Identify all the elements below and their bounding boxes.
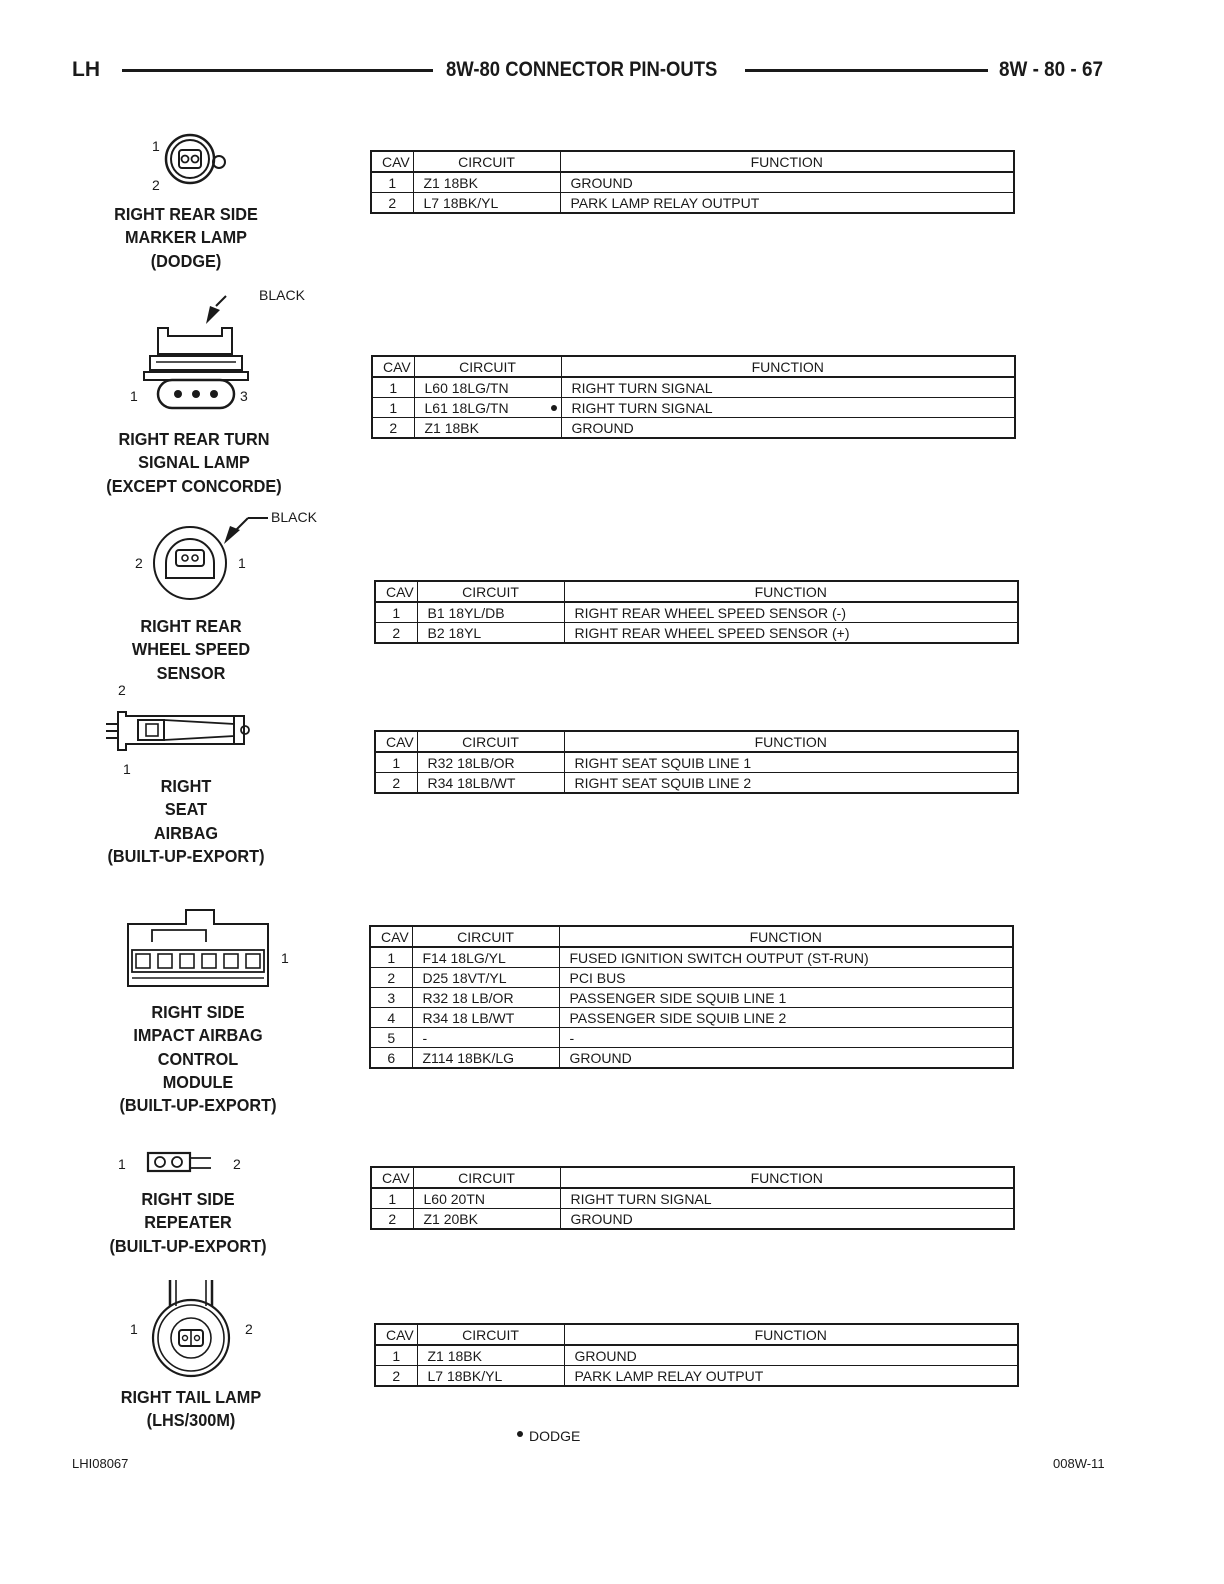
table-row	[371, 1188, 1014, 1209]
header-circuit: CIRCUIT	[417, 1324, 564, 1345]
dodge-legend	[517, 1428, 580, 1444]
connector-4-drawing	[104, 704, 254, 758]
header-cav: CAV	[375, 581, 417, 602]
table-header-row	[371, 1167, 1014, 1188]
function-cell: FUSED IGNITION SWITCH OUTPUT (ST-RUN)	[559, 947, 1013, 968]
circuit-cell: F14 18LG/YL	[412, 947, 559, 968]
circuit-cell: Z1 20BK	[413, 1209, 560, 1230]
table-row	[371, 1209, 1014, 1230]
connector-3-drawing	[148, 508, 273, 608]
table-row	[370, 1008, 1013, 1028]
connector-6-name: RIGHT SIDE REPEATER (BUILT-UP-EXPORT)	[109, 1189, 267, 1256]
header-function: FUNCTION	[559, 926, 1013, 947]
circuit-cell: L60 18LG/TN	[414, 377, 561, 398]
cav-cell: 2	[370, 968, 412, 988]
cav-cell: 1	[375, 752, 417, 773]
table-row	[372, 398, 1015, 418]
header-circuit: CIRCUIT	[412, 926, 559, 947]
table-header-row	[375, 581, 1018, 602]
circuit-cell: Z1 18BK	[414, 418, 561, 439]
table-row	[375, 602, 1018, 623]
connector-6-pin-table	[370, 1166, 1015, 1230]
header-cav: CAV	[370, 926, 412, 947]
cav-cell: 6	[370, 1048, 412, 1069]
circuit-cell: R32 18LB/OR	[417, 752, 564, 773]
connector-1-name: RIGHT REAR SIDE MARKER LAMP (DODGE)	[114, 204, 258, 271]
dodge-marker-icon	[551, 405, 557, 411]
circuit-text: L61 18LG/TN	[424, 399, 509, 416]
header-circuit: CIRCUIT	[413, 151, 560, 172]
function-cell: GROUND	[560, 172, 1014, 193]
header-function: FUNCTION	[560, 151, 1014, 172]
function-cell: GROUND	[564, 1345, 1018, 1366]
dodge-marker-icon	[517, 1431, 523, 1437]
connector-6-pin-label-a: 1	[118, 1156, 126, 1172]
table-row	[372, 377, 1015, 398]
connector-5-drawing	[124, 906, 274, 990]
table-header-row	[375, 731, 1018, 752]
connector-2-pin-label-b: 3	[240, 388, 248, 404]
header-circuit: CIRCUIT	[417, 581, 564, 602]
header-circuit: CIRCUIT	[413, 1167, 560, 1188]
circuit-cell: R32 18 LB/OR	[412, 988, 559, 1008]
function-cell: RIGHT REAR WHEEL SPEED SENSOR (+)	[564, 623, 1018, 644]
table-row	[370, 968, 1013, 988]
table-header-row	[370, 926, 1013, 947]
table-header-row	[372, 356, 1015, 377]
circuit-cell: D25 18VT/YL	[412, 968, 559, 988]
connector-2-pin-label-a: 1	[130, 388, 138, 404]
cav-cell: 3	[370, 988, 412, 1008]
footer-right: 008W-11	[1053, 1456, 1105, 1471]
cav-cell: 1	[371, 172, 413, 193]
connector-2-color-callout: BLACK	[259, 287, 305, 303]
cav-cell: 5	[370, 1028, 412, 1048]
connector-6-pin-label-b: 2	[233, 1156, 241, 1172]
table-header-row	[375, 1324, 1018, 1345]
function-cell: RIGHT REAR WHEEL SPEED SENSOR (-)	[564, 602, 1018, 623]
header-cav: CAV	[375, 1324, 417, 1345]
function-cell: GROUND	[561, 418, 1015, 439]
circuit-cell: R34 18LB/WT	[417, 773, 564, 794]
circuit-cell: L60 20TN	[413, 1188, 560, 1209]
connector-3-pin-label-b: 1	[238, 555, 246, 571]
table-row	[370, 988, 1013, 1008]
connector-5-name: RIGHT SIDE IMPACT AIRBAG CONTROL MODULE (BUILT-UP-EXPORT)	[119, 1002, 277, 1116]
cav-cell: 1	[370, 947, 412, 968]
connector-7-drawing	[146, 1276, 236, 1384]
table-header-row	[371, 151, 1014, 172]
header-function: FUNCTION	[561, 356, 1015, 377]
circuit-cell: R34 18 LB/WT	[412, 1008, 559, 1028]
cav-cell: 2	[371, 193, 413, 214]
function-cell: GROUND	[560, 1209, 1014, 1230]
cav-cell: 1	[371, 1188, 413, 1209]
header-function: FUNCTION	[560, 1167, 1014, 1188]
connector-4-pin-table	[374, 730, 1019, 794]
header-cav: CAV	[375, 731, 417, 752]
circuit-cell: Z1 18BK	[417, 1345, 564, 1366]
function-cell: RIGHT TURN SIGNAL	[560, 1188, 1014, 1209]
function-cell: PARK LAMP RELAY OUTPUT	[560, 193, 1014, 214]
circuit-cell: Z114 18BK/LG	[412, 1048, 559, 1069]
circuit-cell: B1 18YL/DB	[417, 602, 564, 623]
header-cav: CAV	[371, 1167, 413, 1188]
function-cell: -	[559, 1028, 1013, 1048]
legend-label: DODGE	[529, 1428, 581, 1444]
circuit-cell: Z1 18BK	[413, 172, 560, 193]
connector-5-pin-label-a: 1	[281, 950, 289, 966]
cav-cell: 1	[375, 602, 417, 623]
connector-3-name: RIGHT REAR WHEEL SPEED SENSOR	[131, 616, 251, 683]
connector-1-pin-table	[370, 150, 1015, 214]
connector-2-pin-table	[371, 355, 1016, 439]
table-row	[370, 1028, 1013, 1048]
header-rule-right	[745, 69, 988, 72]
circuit-cell	[414, 398, 561, 418]
connector-7-pin-table	[374, 1323, 1019, 1387]
header-function: FUNCTION	[564, 1324, 1018, 1345]
header-function: FUNCTION	[564, 731, 1018, 752]
connector-3-pin-table	[374, 580, 1019, 644]
connector-3-pin-label-a: 2	[135, 555, 143, 571]
function-cell: PCI BUS	[559, 968, 1013, 988]
cav-cell: 1	[372, 398, 414, 418]
cav-cell: 2	[375, 773, 417, 794]
connector-5-pin-table	[369, 925, 1014, 1069]
page-title: 8W-80 CONNECTOR PIN-OUTS	[446, 58, 718, 81]
cav-cell: 2	[371, 1209, 413, 1230]
table-row	[375, 752, 1018, 773]
circuit-cell: -	[412, 1028, 559, 1048]
table-row	[371, 172, 1014, 193]
header-rule-left	[122, 69, 433, 72]
connector-7-name: RIGHT TAIL LAMP (LHS/300M)	[120, 1387, 262, 1431]
connector-1-drawing	[160, 128, 230, 192]
table-row	[370, 947, 1013, 968]
function-cell: GROUND	[559, 1048, 1013, 1069]
header-cav: CAV	[371, 151, 413, 172]
function-cell: PARK LAMP RELAY OUTPUT	[564, 1366, 1018, 1387]
circuit-cell: L7 18BK/YL	[417, 1366, 564, 1387]
function-cell: PASSENGER SIDE SQUIB LINE 2	[559, 1008, 1013, 1028]
header-circuit: CIRCUIT	[417, 731, 564, 752]
function-cell: RIGHT TURN SIGNAL	[561, 398, 1015, 418]
function-cell: PASSENGER SIDE SQUIB LINE 1	[559, 988, 1013, 1008]
table-row	[375, 623, 1018, 644]
cav-cell: 2	[375, 623, 417, 644]
circuit-cell: B2 18YL	[417, 623, 564, 644]
connector-7-pin-label-b: 2	[245, 1321, 253, 1337]
header-circuit: CIRCUIT	[414, 356, 561, 377]
table-row	[370, 1048, 1013, 1069]
cav-cell: 2	[375, 1366, 417, 1387]
connector-7-pin-label-a: 1	[130, 1321, 138, 1337]
cav-cell: 2	[372, 418, 414, 439]
header-function: FUNCTION	[564, 581, 1018, 602]
function-cell: RIGHT SEAT SQUIB LINE 2	[564, 773, 1018, 794]
connector-4-name: RIGHT SEAT AIRBAG (BUILT-UP-EXPORT)	[107, 776, 265, 866]
connector-4-pin-label-b: 1	[123, 761, 131, 777]
header-cav: CAV	[372, 356, 414, 377]
header-right: 8W - 80 - 67	[999, 58, 1103, 81]
table-row	[372, 418, 1015, 439]
connector-2-name: RIGHT REAR TURN SIGNAL LAMP (EXCEPT CONCORDE)	[106, 429, 282, 496]
connector-1-pin-label-b: 2	[152, 177, 160, 193]
function-cell: RIGHT SEAT SQUIB LINE 1	[564, 752, 1018, 773]
table-row	[375, 1366, 1018, 1387]
connector-4-pin-label-a: 2	[118, 682, 126, 698]
cav-cell: 1	[375, 1345, 417, 1366]
circuit-cell: L7 18BK/YL	[413, 193, 560, 214]
cav-cell: 1	[372, 377, 414, 398]
connector-6-drawing	[145, 1150, 215, 1176]
footer-left: LHI08067	[72, 1456, 129, 1471]
connector-3-color-callout: BLACK	[271, 509, 317, 525]
function-cell: RIGHT TURN SIGNAL	[561, 377, 1015, 398]
table-row	[375, 1345, 1018, 1366]
table-row	[371, 193, 1014, 214]
header-left: LH	[72, 58, 100, 81]
connector-1-pin-label-a: 1	[152, 138, 160, 154]
cav-cell: 4	[370, 1008, 412, 1028]
table-row	[375, 773, 1018, 794]
